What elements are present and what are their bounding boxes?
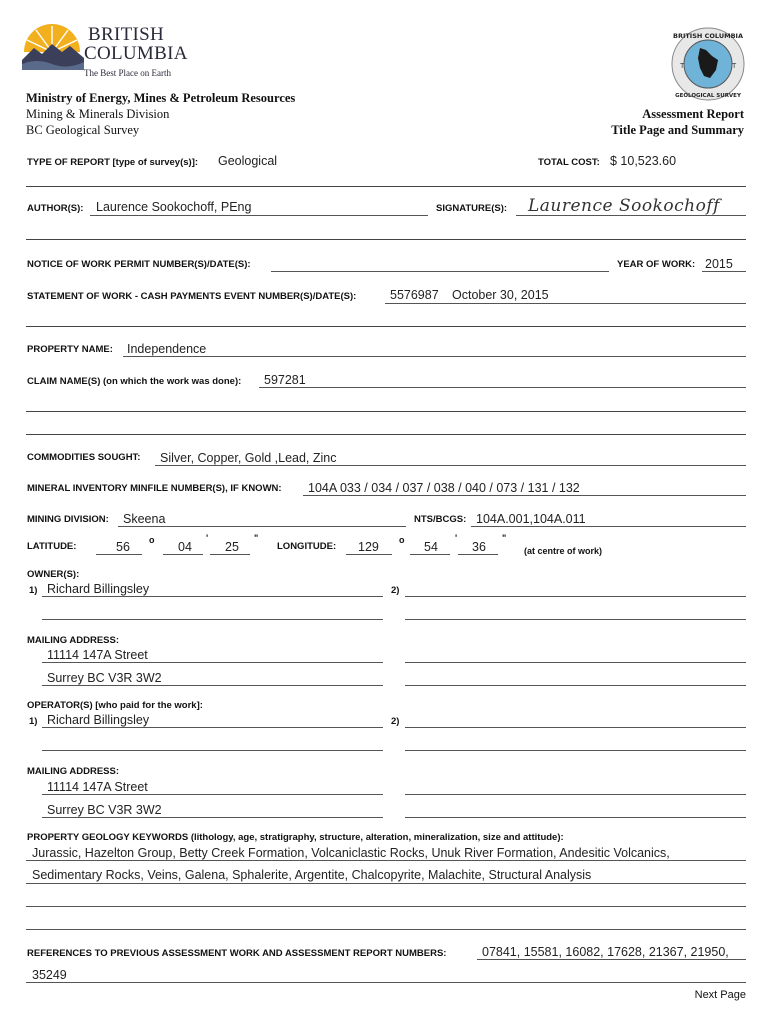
owner-1-underline [42, 596, 383, 597]
claim-underline [259, 387, 746, 388]
next-page-link[interactable]: Next Page [694, 989, 746, 1001]
references-line2[interactable]: 35249 [32, 968, 67, 982]
logo-line1: BRITISH [88, 24, 164, 45]
logo-tagline: The Best Place on Earth [84, 68, 171, 78]
operator-address-line1[interactable]: 11114 147A Street [47, 780, 148, 794]
blank-line [26, 929, 746, 930]
geology-keywords-label: PROPERTY GEOLOGY KEYWORDS (lithology, age, stratigraphy, structure, alteration, mineralization, size and attitude): [27, 832, 564, 843]
total-cost-value[interactable]: $ 10,523.60 [610, 154, 677, 168]
section-divider [26, 326, 746, 327]
type-of-report-label: TYPE OF REPORT [type of survey(s)]: [27, 157, 199, 168]
statement-date[interactable]: October 30, 2015 [452, 288, 549, 302]
svg-text:T: T [680, 63, 685, 70]
owner-address-underline [42, 662, 383, 663]
second-symbol: " [254, 533, 259, 543]
latitude-minutes[interactable]: 04 [178, 540, 192, 554]
seal-icon [670, 26, 746, 102]
bc-sun-mountain-icon [22, 24, 84, 70]
references-underline [26, 982, 746, 983]
report-title: Assessment Report [642, 107, 744, 121]
keywords-underline [26, 860, 746, 861]
latitude-label: LATITUDE: [27, 541, 77, 552]
operator-address-underline [42, 817, 383, 818]
survey-name: BC Geological Survey [26, 123, 140, 137]
logo-line2: COLUMBIA [84, 43, 188, 64]
blank-line [26, 434, 746, 435]
notice-underline [271, 271, 609, 272]
owner-mailing-label: MAILING ADDRESS: [27, 635, 120, 646]
operator-address-line2[interactable]: Surrey BC V3R 3W2 [47, 803, 162, 817]
operator-1-underline [42, 727, 383, 728]
signature-underline [516, 215, 746, 216]
ministry-name: Ministry of Energy, Mines & Petroleum Resources [26, 91, 296, 105]
centre-note: (at centre of work) [524, 546, 603, 556]
owner-number-1: 1) [29, 585, 38, 596]
mining-division-underline [118, 526, 406, 527]
operator-number-1: 1) [29, 716, 38, 727]
property-name-label: PROPERTY NAME: [27, 344, 113, 355]
lat-sec-underline [210, 554, 250, 555]
owner-address-underline [42, 685, 383, 686]
keywords-underline [26, 883, 746, 884]
geological-survey-seal [670, 26, 746, 102]
longitude-seconds[interactable]: 36 [472, 540, 486, 554]
nts-bcgs-label: NTS/BCGS: [414, 514, 467, 525]
owner-1-value[interactable]: Richard Billingsley [47, 582, 150, 596]
references-underline [477, 959, 746, 960]
commodities-label: COMMODITIES SOUGHT: [27, 452, 141, 463]
division-name: Mining & Minerals Division [26, 107, 170, 121]
minute-symbol: ' [455, 533, 458, 543]
references-line1[interactable]: 07841, 15581, 16082, 17628, 21367, 21950, [482, 945, 729, 959]
total-cost-label: TOTAL COST: [538, 157, 600, 168]
svg-text:T: T [732, 63, 737, 70]
signature-value: Laurence Sookochoff [528, 196, 720, 216]
operator-number-2: 2) [391, 716, 400, 727]
blank-line [405, 619, 746, 620]
latitude-seconds[interactable]: 25 [225, 540, 239, 554]
lat-deg-underline [96, 554, 142, 555]
lon-deg-underline [346, 554, 392, 555]
second-symbol: " [502, 533, 507, 543]
nts-bcgs-value[interactable]: 104A.001,104A.011 [476, 512, 586, 526]
longitude-label: LONGITUDE: [277, 541, 337, 552]
blank-line [26, 411, 746, 412]
property-underline [123, 356, 746, 357]
operator-label: OPERATOR(S) [who paid for the work]: [27, 700, 203, 711]
blank-line [405, 794, 746, 795]
blank-line [42, 750, 383, 751]
owner-number-2: 2) [391, 585, 400, 596]
references-label: REFERENCES TO PREVIOUS ASSESSMENT WORK AND ASSESSMENT REPORT NUMBERS: [27, 948, 447, 959]
owner-address-line1[interactable]: 11114 147A Street [47, 648, 148, 662]
claim-names-value[interactable]: 597281 [264, 373, 306, 387]
blank-line [405, 685, 746, 686]
commodities-underline [155, 465, 746, 466]
degree-symbol: o [399, 535, 405, 545]
svg-text:BRITISH COLUMBIA: BRITISH COLUMBIA [673, 32, 743, 40]
lon-sec-underline [458, 554, 498, 555]
type-of-report-value[interactable]: Geological [218, 154, 278, 168]
minfile-label: MINERAL INVENTORY MINFILE NUMBER(S), IF KNOWN: [27, 483, 282, 494]
operator-mailing-label: MAILING ADDRESS: [27, 766, 120, 777]
statement-underline [385, 303, 746, 304]
svg-text:GEOLOGICAL SURVEY: GEOLOGICAL SURVEY [675, 93, 741, 99]
signature-label: SIGNATURE(S): [436, 203, 508, 214]
section-divider [26, 186, 746, 187]
property-name-value[interactable]: Independence [127, 342, 207, 356]
minfile-underline [303, 495, 746, 496]
lat-min-underline [163, 554, 203, 555]
longitude-minutes[interactable]: 54 [424, 540, 438, 554]
owner-label: OWNER(S): [27, 569, 80, 580]
owner-2-underline [405, 596, 746, 597]
notice-of-work-label: NOTICE OF WORK PERMIT NUMBER(S)/DATE(S): [27, 259, 251, 270]
keywords-line2[interactable]: Sedimentary Rocks, Veins, Galena, Sphalerite, Argentite, Chalcopyrite, Malachite, Structural Analysis [32, 868, 592, 882]
degree-symbol: o [149, 535, 155, 545]
owner-address-line2[interactable]: Surrey BC V3R 3W2 [47, 671, 162, 685]
minfile-value[interactable]: 104A 033 / 034 / 037 / 038 / 040 / 073 / 131 / 132 [308, 481, 580, 495]
longitude-degrees[interactable]: 129 [358, 540, 379, 554]
statement-of-work-label: STATEMENT OF WORK - CASH PAYMENTS EVENT NUMBER(S)/DATE(S): [27, 291, 357, 302]
bc-logo [22, 22, 188, 82]
operator-address-underline [42, 794, 383, 795]
blank-line [405, 662, 746, 663]
operator-2-underline [405, 727, 746, 728]
year-underline [702, 271, 746, 272]
minute-symbol: ' [206, 533, 209, 543]
report-subtitle: Title Page and Summary [611, 123, 744, 137]
blank-line [26, 906, 746, 907]
author-underline [90, 215, 428, 216]
section-divider [26, 239, 746, 240]
operator-1-value[interactable]: Richard Billingsley [47, 713, 150, 727]
nts-underline [471, 526, 746, 527]
author-label: AUTHOR(S): [27, 203, 84, 214]
blank-line [405, 750, 746, 751]
commodities-value[interactable]: Silver, Copper, Gold ,Lead, Zinc [160, 451, 337, 465]
mining-division-value[interactable]: Skeena [123, 512, 166, 526]
year-of-work-value[interactable]: 2015 [705, 257, 733, 271]
latitude-degrees[interactable]: 56 [116, 540, 130, 554]
lon-min-underline [410, 554, 450, 555]
mining-division-label: MINING DIVISION: [27, 514, 109, 525]
blank-line [405, 817, 746, 818]
blank-line [42, 619, 383, 620]
claim-names-label: CLAIM NAME(S) (on which the work was done): [27, 376, 242, 387]
keywords-line1[interactable]: Jurassic, Hazelton Group, Betty Creek Formation, Volcaniclastic Rocks, Unuk River Formation, Andesitic Volcanics, [32, 846, 670, 860]
year-of-work-label: YEAR OF WORK: [617, 259, 696, 270]
author-value[interactable]: Laurence Sookochoff, PEng [96, 200, 252, 214]
statement-number[interactable]: 5576987 [390, 288, 439, 302]
